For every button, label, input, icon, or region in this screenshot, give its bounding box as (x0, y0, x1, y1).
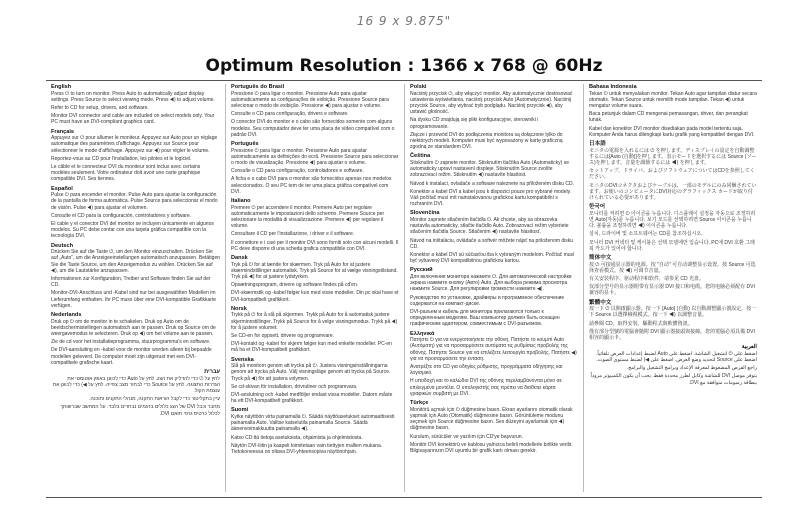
language-heading: Türkçe (410, 400, 429, 407)
instruction-paragraph: Руководство по установке, драйверы и программное обеспечение содержатся на компакт-диске. (410, 294, 565, 307)
language-section (589, 84, 757, 138)
instruction-paragraph: El cable y el conector DVI del monitor se incluyen únicamente en algunos modelos. Su PC debe contar con una tarjeta gráfica compatible con la tecnología DVI. (51, 221, 214, 240)
instruction-paragraph: Na dysku CD znajdują się pliki konfiguracyjne, sterowniki i oprogramowanie. (410, 117, 539, 130)
language-section (51, 369, 220, 417)
instruction-paragraph: Appuyez sur ⏻ pour allumer le moniteur. Appuyez sur Auto pour un réglage automatique des paramètres d'affichage. Appuyez sur Source pour sélectionner le mode d'affichage. Appuyez sur ◀) pour régler le volume. (51, 135, 218, 154)
instruction-paragraph: Pressione ⏻ para ligar o monitor. Pressione Auto para ajustar automaticamente as definições do ecrã. Pressione Source para seleccionar o modo de visualização. Pressione ◀) para ajustar o volume. (231, 147, 399, 167)
language-section (589, 300, 757, 342)
instruction-paragraph: Consulte o CD para configuração, drivers e software. (231, 111, 349, 118)
bottom-divider (46, 497, 762, 498)
instruction-paragraph: DVI-kontakt og -kabel for skjerm følger kun med enkelte modeller. PC-en må ha et DVI-kompatibelt grafikkort. (231, 341, 392, 354)
instruction-paragraph: Konektor a kabel DVI a kabel jsou k dispozici pouze pro vybrané modely. Váš počítač musí mít nainstalovanou grafickou kartu kompatibilní s rozhraním DVI. (410, 188, 572, 208)
language-columns (46, 84, 762, 492)
language-heading: Suomi (231, 407, 249, 414)
language-section (589, 255, 757, 297)
language-heading: 简体中文 (589, 255, 612, 262)
language-heading: 한국어 (589, 204, 606, 211)
language-heading: Nederlands (51, 312, 82, 319)
language-section (51, 129, 220, 183)
instruction-paragraph: セットアップ、ドライバ、およびソフトウェアについてはCDを参照してください。 (589, 168, 755, 181)
language-heading: Ελληνικά (410, 330, 435, 337)
instruction-paragraph: Naciśnij przycisk ⏻, aby włączyć monitor. Aby automatycznie dostosować ustawienia wyświetlania, naciśnij przycisk Auto (Automatycznie). Naciśnij przycisk Source, aby wybrać tryb podglądu. Naciśnij przycisk ◀), aby ustawić głośność. (410, 90, 573, 116)
language-section (410, 267, 578, 327)
instruction-paragraph: اضغط على ⏻ لتشغيل الشاشة. اضغط على Auto لضبط إعدادات العرض تلقائياً. اضغط على Source لتحديد وضع العرض. اضغط على ◀) لضبط مستوى الصوت. (596, 350, 757, 364)
instruction-paragraph: Návod k instalaci, ovladače a software naleznete na přiloženém disku CD. (410, 180, 574, 187)
language-section (410, 210, 578, 264)
instruction-paragraph: DVI-skærmstik og -kabel følger kun med visse modeller. Din pc skal have et DVI-kompatibelt grafikkort. (231, 290, 399, 303)
language-section (589, 344, 757, 386)
instruction-paragraph: Se cd-skivan för installation, drivrutiner och programvara. (231, 383, 358, 390)
instruction-paragraph: Näytön DVI-liitin ja kaapeli toimitetaan vain tiettyjen mallien mukana. Tietokoneessa on oltava DVI-yhteensopiva näytönohjain. (231, 442, 383, 456)
language-heading: Deutsch (51, 242, 74, 249)
language-heading: Bahasa Indonesia (589, 84, 637, 90)
instruction-paragraph: 按一下 ⏻ 以開啟顯示器。按一下 [Auto] (自動) 以自動調整顯示器設定。按一下 Source 以選擇檢視模式。按一下 ◀) 以調整音量。 (589, 306, 757, 319)
instruction-paragraph: 按 ⏻ 可接通显示器的电源。按 "自动" 可自动调整显示设置。按 Source 可选择查看模式。按 ◀) 可调节音量。 (589, 261, 756, 274)
instruction-paragraph: Opsætningsprogram, drivere og software findes på cd'en. (231, 282, 359, 289)
instruction-paragraph: Konektor a kábel DVI sú súčasťou iba k vybraným modelom. Počítač musí byť vybavený DVI kompatibilnou grafickou kartou. (410, 252, 575, 265)
page-size-label: 16 9 x 9.875" (356, 14, 452, 28)
language-section (231, 306, 399, 354)
language-section (51, 312, 220, 366)
language-heading: Norsk (231, 305, 247, 312)
instruction-paragraph: 仅部分型号的显示器附带有显示器 DVI 接口和电缆。您的电脑必须配有 DVI 兼容的显卡。 (589, 284, 755, 297)
language-heading: Čeština (410, 153, 431, 160)
instruction-paragraph: Refer to CD for setup, drivers, and software. (51, 105, 149, 111)
instruction-paragraph: Reportez-vous au CD pour l'installation, les pilotes et le logiciel. (51, 155, 192, 162)
instruction-paragraph: 설치, 드라이버 및 소프트웨어는 CD를 참조하십시오. (589, 231, 703, 238)
instruction-paragraph: モニタのDVIコネクタおよびケーブルは、一部のモデルにのみ同梱されています。お使いのコンピュータにDVI対応のグラフィックス カードが取り付けられている必要があります。 (589, 182, 757, 202)
instruction-paragraph: Kabel dan konektor DVI monitor disediakan pada model tertentu saja. Komputer Anda harus dilengkapi kartu grafik yang kompatibel dengan DVI. (589, 125, 755, 138)
instruction-paragraph: モニタの電源を入れるには ⏻ を押します。ディスプレイの設定を自動調整するには[Auto (自動)]を押します。表示モードを選択するには Source (ソース)を押します。音量を調節するには ◀) を押します。 (589, 147, 757, 167)
instruction-paragraph: Pulse ⏻ para encender el monitor. Pulse Auto para ajustar la configuración de la pantalla de forma automática. Pulse Source para seleccionar el modo de visión. Pulse ◀) para ajustar el volumen. (51, 192, 218, 211)
instruction-paragraph: Drücken Sie auf die Taste ⏻, um den Monitor einzuschalten. Drücken Sie auf „Auto“, um die Anzeigeeinstellungen automatisch anzupassen. Betätigen Sie die Taste Source, um den Anzeigemodus zu wählen. Drücken Sie auf ◀), um die Lautstärke anzupassen. (51, 249, 220, 274)
language-section (231, 84, 399, 138)
instruction-paragraph: Il connettore e i cavi per il monitor DVI sono forniti solo con alcuni modelli. Il PC deve disporre di una scheda grafica compatibile con DVI. (231, 239, 399, 252)
instruction-paragraph: راجع القرص المضغوط لمعرفة الإعداد وبرامج التشغيل والبرامج. (626, 365, 757, 372)
instruction-paragraph: 모니터를 켜려면 ⏻ 이이콘을 누릅니다. 디스플레이 설정을 자동으로 조정하려면 Auto(자동)를 누릅니다. 보기 모드를 선택하려면 Source 이이콘을 누릅니다. 볼륨을 조절하려면 ◀) 이이콘을 누릅니다. (589, 210, 756, 230)
instruction-paragraph: Informationen zur Konfiguration, Treiber und Software finden Sie auf der CD. (51, 276, 211, 289)
instruction-paragraph: Le câble et le connecteur DVI du moniteur sont inclus avec certains modèles seulement. Votre ordinateur doit avoir une carte graphique compatible DVI. Ses tiennes. (51, 164, 201, 183)
instruction-paragraph: 僅有部分型號的電腦會隨附 DVI 顯示器接頭與接線。您的電腦必須具備 DVI 相容的顯示卡。 (589, 328, 755, 342)
language-section (410, 153, 578, 207)
instruction-paragraph: Slå på monitorn genom att trycka på ⏻. Justera visningsinställningarna genom att trycka på Auto. Välj visningsläge genom att trycka på Source. Tryck på ◀) för att justera volymen. (231, 363, 391, 382)
language-section (410, 400, 578, 454)
instruction-paragraph: Stisknutím ⏻ zapnete monitor. Stisknutím tlačítka Auto (Automaticky) se automaticky upraví nastavení displeje. Stisknutím Source zvolíte zobrazovací režim. Stisknutím ◀) nastavíte hlasitost. (410, 160, 570, 179)
language-section (231, 357, 399, 405)
instruction-paragraph: Katso CD:ltä tietoja asetuksista, ohjaimista ja ohjelmistosta. (231, 434, 363, 441)
language-heading: Svenska (231, 356, 254, 363)
instruction-paragraph: Kytke näyttöön virta painamalla ⏻. Säädä näyttöasetukset automaattisesti painamalla Auto. Valitse katselutila painamalla Source. Säädä äänenvoimakkuutta painamalla ◀). (231, 414, 395, 433)
language-heading: Dansk (231, 255, 248, 262)
instruction-paragraph: Pressione ⏻ para ligar o monitor. Pressione Auto para ajustar automaticamente as configurações de exibição. Pressione Source para selecionar o modo de exibição. Pressione ◀) para ajustar o volume. (231, 90, 389, 109)
language-section (589, 204, 757, 252)
instruction-paragraph: Consulte o CD para configuração, controladores e software. (231, 168, 364, 175)
instruction-paragraph: Se CD-en for oppsett, drivere og programvare. (231, 333, 335, 340)
language-heading: Slovenčina (410, 210, 440, 217)
instruction-paragraph: לחץ על ⏻ כדי להדליק את הצג. לחץ על Auto כדי לכוונן באופן אוטומטי את הגדרות התצוגה. לחץ על Source כדי לבחור מצב צפייה. לחץ על ◀) כדי לכוונן את עוצמת הקול. (52, 375, 220, 395)
instruction-paragraph: Premere ⏻ per accendere il monitor. Premere Auto per regolare automaticamente le impostazioni dello schermo. Premere Source per selezionare la modalità di visualizzazione. Premere ◀) per regolare il volume. (231, 204, 385, 230)
language-heading: Português (231, 141, 259, 148)
language-heading: Português do Brasil (231, 84, 285, 90)
instruction-paragraph: עיין בתקליטור כדי לקבל הוראות התקנה, מנהלי התקנים ותוכנה. (89, 396, 220, 403)
instruction-paragraph: 모니터 DVI 커넥터 및 케이블은 선택 모델에만 입습니다. PC에 DVI 호환 그래픽 카드가 있어야 합니다. (589, 239, 755, 252)
instruction-paragraph: 請參閱 CD，取得安裝、驅動程式與軟體資訊。 (589, 320, 693, 327)
top-divider (46, 80, 762, 81)
instruction-paragraph: Trykk på ⏻ for å slå på skjermen. Trykk på Auto for å automatisk justere skjerminnstillinger. Trykk på Source for å velge visningsmodus. Trykk på ◀) for å justere volumet. (231, 312, 398, 331)
language-heading: Italiano (231, 198, 251, 205)
instruction-paragraph: Ανατρέξτε στο CD για οδηγίες ρύθμισης, προγράμματα οδήγησης και λογισμικό. (410, 364, 563, 377)
language-column-2 (225, 84, 404, 492)
instruction-paragraph: Monitor-DVI-Anschluss und -Kabel sind nur bei ausgewählten Modellen im Lieferumfang enthalten. Ihr PC muss über eine DVI-kompatible Grafikkarte verfügen. (51, 290, 217, 309)
language-column-4 (583, 84, 762, 492)
instruction-paragraph: Monitor zapnete stlačením tlačidla ⏻. Ak chcete, aby sa obrazovka nastavila automaticky, stlačte tlačidlo Auto. Zobrazovací režim vyberiete stlačením tlačidla Source. Stlačením ◀) nastavíte hlasitosť. (410, 217, 569, 236)
instruction-paragraph: Consulte el CD para la configuración, controladores y software. (51, 212, 192, 219)
language-section (231, 198, 399, 252)
language-heading: Français (51, 128, 75, 135)
instruction-paragraph: מחבר וכבל DVI של הצג כלולים בדגמים נבחרים בלבד. על המחשב שברשותך לכלול כרטיס גרפי תואם DVI. (60, 404, 220, 417)
instruction-paragraph: Druk op ⏻ om de monitor in te schakelen. Druk op Auto om de beeldschermistellingen automatisch aan te passen. Druk op Source om de weergavemodus te selecteren. Druk op ◀) om het volume aan te passen. (51, 318, 216, 338)
instruction-paragraph: Monitor DVI connector and cable are included on select models only. Your PC must have an DVI-compliant graphics card. (51, 113, 215, 126)
language-heading: Español (51, 185, 73, 192)
language-heading: Polski (410, 84, 427, 90)
instruction-paragraph: Kurulum, sürücüler ve yazılım için CD'ye başvurun. (410, 433, 523, 440)
language-section (231, 255, 399, 303)
instruction-paragraph: De DVI-aansluiting en -kabel voor de monitor worden alleen bij bepaalde modellen geleverd. De computer moet zijn uitgerust met een DVI-compatibele grafische kaart. (51, 347, 212, 366)
language-section (410, 331, 578, 397)
language-column-1 (46, 84, 225, 492)
instruction-paragraph: Tryk på ⏻ for at tænde for skærmen. Tryk på Auto for at justere skærmindstillinger automatisk. Tryk på Source for at vælge visningstilstand. Tryk på ◀) for at justere lydstyrken. (231, 261, 398, 281)
language-section (410, 84, 578, 150)
instruction-paragraph: Tekan ⏻ untuk menyalakan monitor. Tekan Auto agar tampilan diatur secara otomatis. Tekan Source untuk memilih mode tampilan. Tekan ◀) untuk mengatur volume suara. (589, 90, 757, 109)
instruction-paragraph: Press ⏻ to turn on monitor. Press Auto to automatically adjust display settings. Press Source to select viewing mode. Press ◀) to adjust volume. (51, 90, 215, 103)
instruction-paragraph: Baca petunjuk dalam CD mengenai pemasangan, driver, dan perangkat lunak. (589, 111, 748, 124)
language-column-3 (404, 84, 583, 492)
language-section (51, 243, 220, 309)
language-section (51, 84, 220, 126)
instruction-paragraph: Zie de cd voor het installatieprogramma, stuurprogramma's en software. (51, 339, 211, 346)
instruction-paragraph: Monitör DVI konektörü ve kablosu yalnızca belirli modellerle birlikte verilir. Bilgisayarınızın DVI uyumlu bir grafik kartı olması gerekir. (410, 441, 573, 454)
instruction-paragraph: DVI-разъем и кабель для монитора прилагаются только к определенным моделям. Ваш компьютер должен быть оснащен графическим адаптером, совместимым с DVI-разъемом. (410, 309, 560, 328)
instruction-paragraph: 有关安装程序、驱动程序和软件，请参见 CD 光盘。 (589, 276, 705, 283)
instruction-paragraph: Monitörü açmak için ⏻ düğmesine basın. Ekran ayarlarını otomatik olarak yapmak için Auto (Otomatik) düğmesine basın. Görüntüleme modunu seçmek için Source düğmesine basın. Ses düzeyini ayarlamak için ◀) düğmesine basın. (410, 406, 573, 432)
language-heading: עברית (204, 369, 220, 376)
instruction-paragraph: Návod na inštaláciu, ovládače a softvér môžete nájsť na priloženom disku CD. (410, 237, 574, 250)
instruction-paragraph: Πατήστε ⏻ για να ενεργοποιήσετε την οθόνη. Πατήστε το κουμπί Auto (Αυτόματη) για να προσαρμόσετε αυτόματα τις ρυθμίσεις προβολής της οθόνης. Πατήστε Source για να επιλέξετε λειτουργία προβολής. Πατήστε ◀) για να προσαρμόσετε την ένταση. (410, 337, 577, 362)
language-heading: العربية (741, 344, 757, 351)
instruction-paragraph: Η υποδοχή και το καλώδιο DVI της οθόνης περιλαμβάνονται μόνο σε επιλεγμένα μοντέλα. Ο υπολογιστής σας πρέπει να διαθέτει κάρτα γραφικών συμβατή με DVI. (410, 378, 562, 397)
language-heading: Русский (410, 267, 433, 274)
language-heading: 日本語 (589, 141, 606, 148)
instruction-paragraph: يتوفر موصل DVI للشاشة وكابل لطرز محددة فقط. يجب أن يكون الكمبيوتر مزوداً ببطاقة رسومات متوافقة مع DVI. (590, 373, 757, 386)
language-section (51, 186, 220, 240)
language-section (589, 141, 757, 201)
instruction-paragraph: DVI-anslutning och -kabel medföljer endast vissa modeller. Datorn måste ha ett DVI-kompatibelt grafikkort. (231, 392, 393, 405)
language-section (231, 141, 399, 195)
instruction-paragraph: Consultare il CD per l'installazione, i driver e il software. (231, 231, 355, 238)
language-heading: 繁體中文 (589, 299, 612, 306)
instruction-paragraph: A ficha e o cabo DVI para o monitor são fornecidos apenas nos modelos seleccionados. O seu PC tem de ter uma placa gráfica compatível com DVI. (231, 176, 392, 195)
instruction-paragraph: Для включения монитора нажмите ⏻. Для автоматической настройки экрана нажмите кнопку (Авто) Auto. Для выбора режима просмотра нажмите Source. Для регулировки громкости нажмите ◀). (410, 274, 572, 293)
instruction-paragraph: Złącze i przewód DVI do podłączenia monitora są dołączone tylko do niektórych modeli. Komputer musi być wyposażony w kartę graficzną zgodną ze standardem DVI. (410, 131, 563, 151)
page-title: Optimum Resolution : 1366 x 768 @ 60Hz (205, 56, 603, 76)
instruction-paragraph: O conector DVI do monitor e o cabo são fornecidos somente com alguns modelos. Seu computador deve ter uma placa de vídeo compatível com o padrão DVI. (231, 119, 395, 138)
language-section (231, 407, 399, 455)
language-heading: English (51, 84, 72, 90)
